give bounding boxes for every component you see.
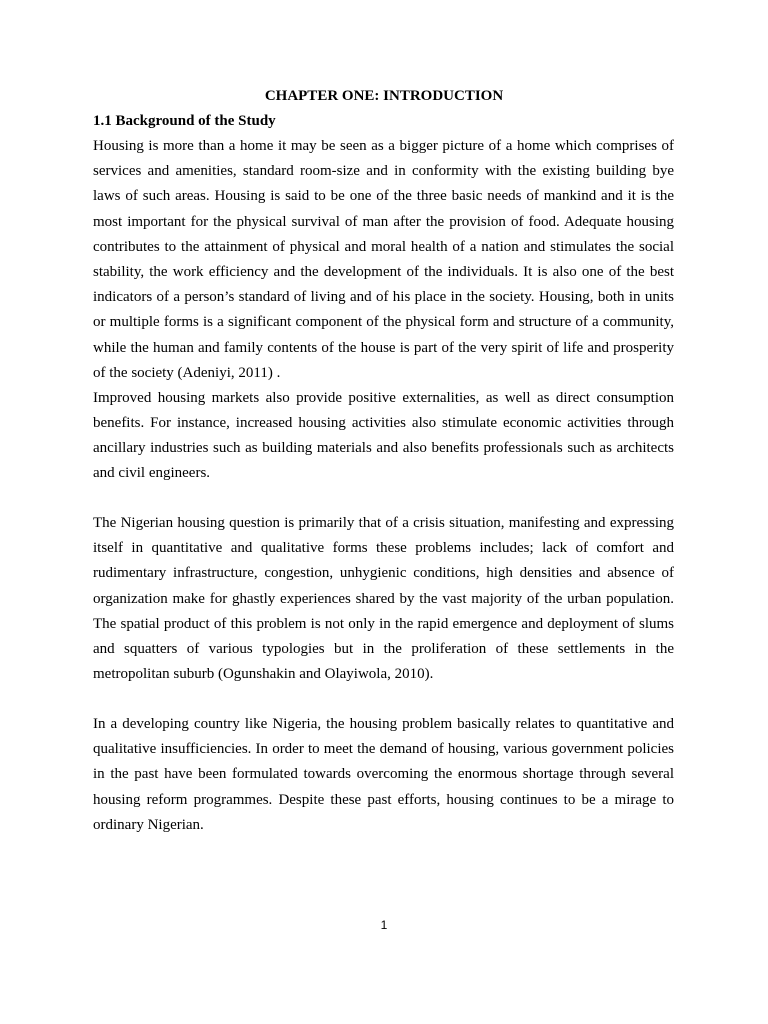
- paragraph-nigerian-housing-question: The Nigerian housing question is primarily that of a crisis situation, manifesting and expressing itself in quantitative and qualitative forms these problems includes; lack of comfort and rudimentary infrastructure, congestion, unhygienic conditions, high densities and absence of organization make for ghastly experiences shared by the vast majority of the urban population. The spatial product of this problem is not only in the rapid emergence and deployment of slums and squatters of various typologies but in the proliferation of these settlements in the metropolitan suburb (Ogunshakin and Olayiwola, 2010).: [93, 515, 674, 683]
- chapter-title: CHAPTER ONE: INTRODUCTION: [264, 88, 504, 104]
- paragraph-housing-markets: Improved housing markets also provide positive externalities, as well as direct consumption benefits. For instance, increased housing activities also stimulate economic activities through ancillary industries such as building materials and also benefits professionals such as architects and civil engineers.: [93, 389, 674, 482]
- paragraph-housing-definition: Housing is more than a home it may be seen as a bigger picture of a home which comprises of services and amenities, standard room-size and in conformity with the existing building bye laws of such areas. Housing is said to be one of the three basic needs of mankind and it is the most important for the physical survival of man after the provision of food. Adequate housing contributes to the attainment of physical and moral health of a nation and stimulates the social stability, the work efficiency and the development of the individuals. It is also one of the best indicators of a person’s standard of living and of his place in the society. Housing, both in units or multiple forms is a significant component of the physical form and structure of a community, while the human and family contents of the house is part of the very spirit of life and prosperity of the society (Adeniyi, 2011) .: [93, 138, 674, 381]
- page-number: 1: [380, 918, 388, 932]
- section-heading: 1.1 Background of the Study: [93, 113, 276, 129]
- paragraph-developing-country: In a developing country like Nigeria, the housing problem basically relates to quantitative and qualitative insufficiencies. In order to meet the demand of housing, various government policies in the past have been formulated towards overcoming the enormous shortage through several housing reform programmes. Despite these past efforts, housing continues to be a mirage to ordinary Nigerian.: [93, 716, 674, 833]
